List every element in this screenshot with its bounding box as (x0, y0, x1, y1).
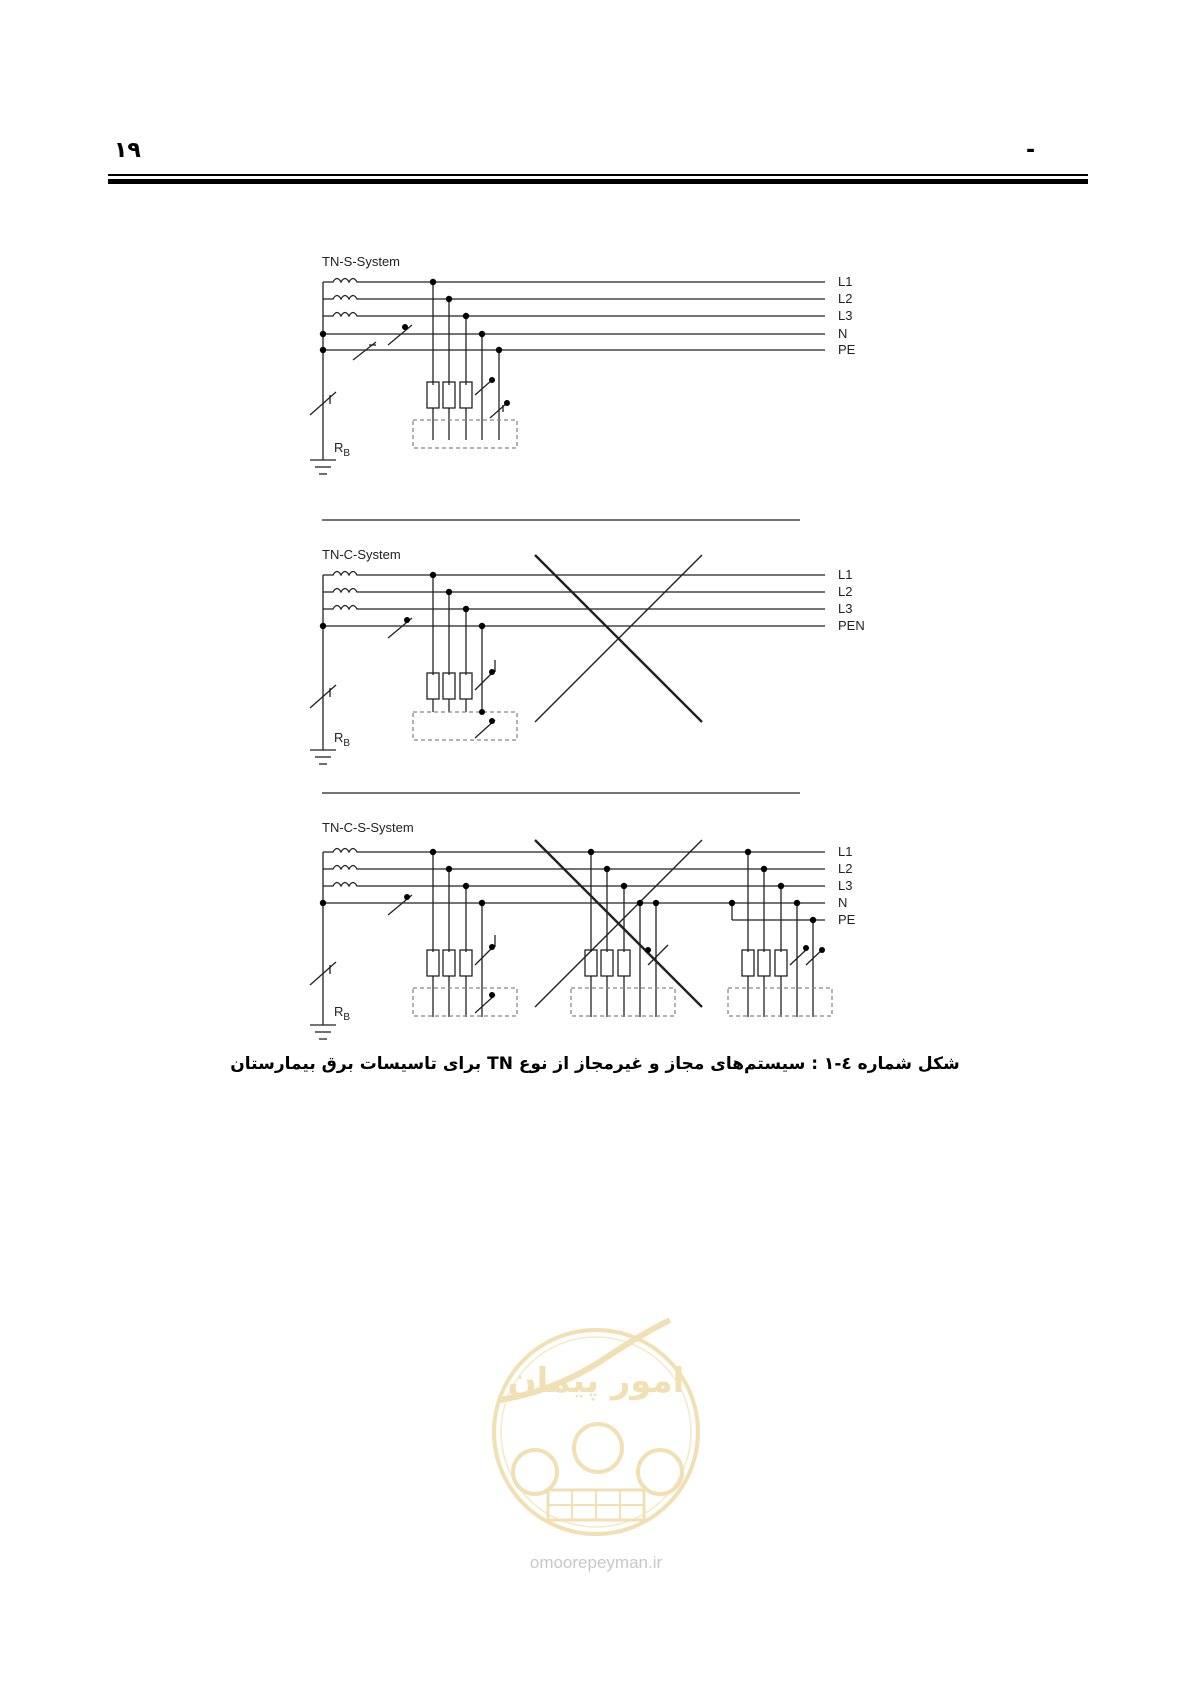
tn-c-s-earth-label: $R_B$ (334, 1004, 351, 1023)
tn-c-diagram (310, 555, 825, 764)
tn-s-l2: L2 (838, 291, 853, 306)
tn-s-n: N (838, 326, 848, 341)
tn-c-pen: PEN (838, 618, 865, 633)
tn-c-s-l1: L1 (838, 844, 853, 859)
page-number: ۱۹ (114, 138, 141, 163)
tn-c-l3: L3 (838, 601, 853, 616)
tn-s-diagram (310, 279, 825, 475)
tn-s-pe: PE (838, 342, 856, 357)
tn-s-earth-label: $R_B$ (334, 440, 351, 459)
header-mark: - (1026, 138, 1036, 163)
tn-c-s-title: TN-C-S-System (322, 820, 414, 835)
tn-c-title: TN-C-System (322, 547, 401, 562)
tn-c-s-n: N (838, 895, 848, 910)
watermark-url: omoorepeyman.ir (529, 1553, 663, 1572)
tn-c-s-pe: PE (838, 912, 856, 927)
tn-s-title: TN-S-System (322, 254, 400, 269)
figure-caption: شکل شماره ٤-١ : سیستم‌های مجاز و غیرمجاز از نوع TN برای تاسیسات برق بیمارستان (230, 1054, 960, 1074)
watermark-logo (494, 1320, 698, 1534)
tn-c-l2: L2 (838, 584, 853, 599)
tn-c-s-l3: L3 (838, 878, 853, 893)
tn-c-s-diagram (310, 840, 832, 1039)
tn-c-l1: L1 (838, 567, 853, 582)
tn-c-s-l2: L2 (838, 861, 853, 876)
watermark-logo-text: امور پیمان (507, 1361, 685, 1401)
tn-s-l1: L1 (838, 274, 853, 289)
tn-c-earth-label: $R_B$ (334, 730, 351, 749)
tn-s-l3: L3 (838, 308, 853, 323)
